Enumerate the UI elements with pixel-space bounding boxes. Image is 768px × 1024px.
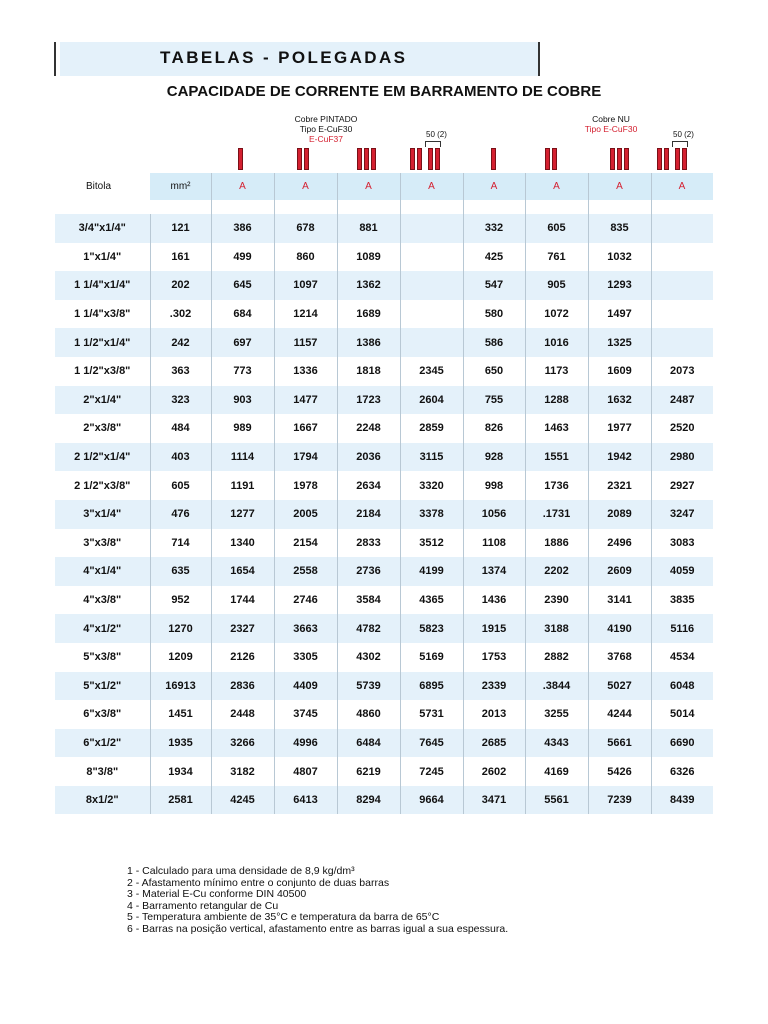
current-cell: 1386 <box>337 328 400 357</box>
spacing-left-footnote: (2) <box>437 130 447 139</box>
current-cell: 773 <box>211 357 274 386</box>
current-cell: 1915 <box>463 614 525 643</box>
current-cell: 1977 <box>588 414 651 443</box>
current-cell: 3471 <box>463 786 525 815</box>
current-cell: 1374 <box>463 557 525 586</box>
current-cell: 1886 <box>525 529 588 558</box>
current-cell: 1362 <box>337 271 400 300</box>
current-cell: 1736 <box>525 471 588 500</box>
amp-header-painted-2: A <box>302 181 309 192</box>
bitola-cell: 2"x1/4" <box>55 386 150 415</box>
painted-copper-label <box>276 114 376 144</box>
bitola-header: Bitola <box>85 181 111 192</box>
col-sep <box>525 173 526 214</box>
current-cell <box>400 271 463 300</box>
current-cell: 2154 <box>274 529 337 558</box>
bare-1-bar-icon <box>491 148 496 170</box>
current-cell: 4244 <box>588 700 651 729</box>
current-cell: 1551 <box>525 443 588 472</box>
table-row <box>55 443 713 472</box>
current-cell: 1214 <box>274 300 337 329</box>
current-cell: 4409 <box>274 672 337 701</box>
bare-line2: Tipo E-CuF30 <box>584 124 638 134</box>
area-cell: 476 <box>150 500 211 529</box>
table-row <box>55 214 713 243</box>
bitola-cell: 1 1/4"x3/8" <box>55 300 150 329</box>
current-cell: 2859 <box>400 414 463 443</box>
current-cell: 928 <box>463 443 525 472</box>
current-cell: 1794 <box>274 443 337 472</box>
current-cell: 650 <box>463 357 525 386</box>
current-cell: 3320 <box>400 471 463 500</box>
current-cell: 332 <box>463 214 525 243</box>
current-cell: 2327 <box>211 614 274 643</box>
area-cell: .302 <box>150 300 211 329</box>
table-row <box>55 700 713 729</box>
current-cell: 1016 <box>525 328 588 357</box>
painted-line3: E-CuF37 <box>308 134 343 144</box>
amp-header-painted-2x2: A <box>428 181 435 192</box>
bitola-cell: 5"x1/2" <box>55 672 150 701</box>
amp-header-painted-1: A <box>239 181 246 192</box>
bitola-cell: 5"x3/8" <box>55 643 150 672</box>
table-row <box>55 243 713 272</box>
current-cell <box>400 243 463 272</box>
bare-line1: Cobre NU <box>592 114 630 124</box>
current-cell: 3378 <box>400 500 463 529</box>
current-cell: 3512 <box>400 529 463 558</box>
table-row <box>55 557 713 586</box>
current-cell: 2634 <box>337 471 400 500</box>
table-row <box>55 386 713 415</box>
bitola-cell: 1 1/2"x3/8" <box>55 357 150 386</box>
current-cell: 6413 <box>274 786 337 815</box>
current-cell: 1157 <box>274 328 337 357</box>
current-cell: 697 <box>211 328 274 357</box>
right-margin-rule <box>538 42 540 76</box>
current-cell: 5426 <box>588 757 651 786</box>
amp-header-bare-2x2: A <box>678 181 686 192</box>
bitola-cell: 4"x1/2" <box>55 614 150 643</box>
current-cell: 5027 <box>588 672 651 701</box>
current-cell: 605 <box>525 214 588 243</box>
current-cell: 1097 <box>274 271 337 300</box>
area-cell: 161 <box>150 243 211 272</box>
table-row <box>55 529 713 558</box>
current-cell: 826 <box>463 414 525 443</box>
current-cell: 2005 <box>274 500 337 529</box>
table-row <box>55 614 713 643</box>
bare-2x2-bar-icon <box>657 148 687 170</box>
table-row <box>55 471 713 500</box>
current-cell: 5739 <box>337 672 400 701</box>
current-cell: 8439 <box>651 786 713 815</box>
current-cell: 1632 <box>588 386 651 415</box>
amp-header-painted-3: A <box>365 181 372 192</box>
current-cell: 2248 <box>337 414 400 443</box>
current-cell: 2609 <box>588 557 651 586</box>
footnote: 5 - Temperatura ambiente de 35°C e temperatura da barra de 65°C <box>127 911 440 924</box>
page-title: CAPACIDADE DE CORRENTE EM BARRAMENTO DE COBRE <box>166 83 602 100</box>
current-cell: 6690 <box>651 729 713 758</box>
current-cell: 386 <box>211 214 274 243</box>
current-cell: 1056 <box>463 500 525 529</box>
bitola-cell: 3"x1/4" <box>55 500 150 529</box>
spacing-bracket-left <box>425 141 441 147</box>
current-cell: 2184 <box>337 500 400 529</box>
current-cell: 1744 <box>211 586 274 615</box>
current-cell: 499 <box>211 243 274 272</box>
current-cell <box>400 214 463 243</box>
current-cell: 3115 <box>400 443 463 472</box>
bitola-cell: 8x1/2" <box>55 786 150 815</box>
current-cell: 1191 <box>211 471 274 500</box>
current-cell <box>651 328 713 357</box>
current-cell: 2604 <box>400 386 463 415</box>
current-cell: 4245 <box>211 786 274 815</box>
spacing-right-footnote: (2) <box>684 130 694 139</box>
area-cell: 1270 <box>150 614 211 643</box>
amp-header-bare-2: A <box>553 181 560 192</box>
current-cell: 7645 <box>400 729 463 758</box>
current-cell: 1108 <box>463 529 525 558</box>
area-cell: 2581 <box>150 786 211 815</box>
current-cell: 5169 <box>400 643 463 672</box>
current-cell: 425 <box>463 243 525 272</box>
area-cell: 714 <box>150 529 211 558</box>
table-row <box>55 300 713 329</box>
current-cell: 4365 <box>400 586 463 615</box>
current-cell: 2339 <box>463 672 525 701</box>
area-cell: 242 <box>150 328 211 357</box>
area-header: mm² <box>170 181 191 192</box>
current-cell: 2833 <box>337 529 400 558</box>
area-cell: 1209 <box>150 643 211 672</box>
current-cell: 2558 <box>274 557 337 586</box>
col-sep <box>588 173 589 214</box>
current-cell: 2685 <box>463 729 525 758</box>
col-sep <box>463 173 464 214</box>
area-cell: 323 <box>150 386 211 415</box>
current-cell: 2736 <box>337 557 400 586</box>
current-cell: 2390 <box>525 586 588 615</box>
bare-2-bar-icon <box>545 148 557 170</box>
current-cell: 881 <box>337 214 400 243</box>
current-cell: 1978 <box>274 471 337 500</box>
current-cell <box>651 243 713 272</box>
current-cell: 1277 <box>211 500 274 529</box>
current-cell: 586 <box>463 328 525 357</box>
current-cell: 1340 <box>211 529 274 558</box>
current-cell: 645 <box>211 271 274 300</box>
current-cell: 4199 <box>400 557 463 586</box>
painted-2x2-bar-icon <box>410 148 440 170</box>
current-cell: 835 <box>588 214 651 243</box>
left-margin-rule <box>54 42 56 76</box>
current-cell: 678 <box>274 214 337 243</box>
table-row <box>55 357 713 386</box>
current-cell: 4059 <box>651 557 713 586</box>
current-cell: 6048 <box>651 672 713 701</box>
table-row <box>55 786 713 815</box>
current-cell: 580 <box>463 300 525 329</box>
area-cell: 605 <box>150 471 211 500</box>
current-cell: 998 <box>463 471 525 500</box>
current-cell: 2345 <box>400 357 463 386</box>
current-cell: 1689 <box>337 300 400 329</box>
amp-header-bare-3: A <box>616 181 623 192</box>
current-cell: 1654 <box>211 557 274 586</box>
current-capacity-table <box>55 214 713 814</box>
bitola-cell: 6"x3/8" <box>55 700 150 729</box>
current-cell: 4302 <box>337 643 400 672</box>
current-cell: 8294 <box>337 786 400 815</box>
current-cell: 5561 <box>525 786 588 815</box>
current-cell: 3141 <box>588 586 651 615</box>
current-cell: 1336 <box>274 357 337 386</box>
current-cell: 4169 <box>525 757 588 786</box>
bitola-cell: 2 1/2"x1/4" <box>55 443 150 472</box>
current-cell: 2746 <box>274 586 337 615</box>
section-title: TABELAS - POLEGADAS <box>160 48 408 67</box>
current-cell: 989 <box>211 414 274 443</box>
current-cell: 3182 <box>211 757 274 786</box>
current-cell: 2448 <box>211 700 274 729</box>
current-cell: 2602 <box>463 757 525 786</box>
area-cell: 952 <box>150 586 211 615</box>
table-row <box>55 757 713 786</box>
current-cell: .1731 <box>525 500 588 529</box>
current-cell: 1032 <box>588 243 651 272</box>
bitola-cell: 2 1/2"x3/8" <box>55 471 150 500</box>
bare-copper-label <box>566 114 656 134</box>
current-cell: 5823 <box>400 614 463 643</box>
table-row <box>55 586 713 615</box>
bitola-cell: 4"x3/8" <box>55 586 150 615</box>
table-row <box>55 414 713 443</box>
table-row <box>55 672 713 701</box>
area-cell: 484 <box>150 414 211 443</box>
painted-line2: Tipo E-CuF30 <box>299 124 353 134</box>
painted-1-bar-icon <box>238 148 243 170</box>
current-cell: 3584 <box>337 586 400 615</box>
current-cell: 4996 <box>274 729 337 758</box>
current-cell: 1436 <box>463 586 525 615</box>
current-cell <box>651 300 713 329</box>
area-cell: 1935 <box>150 729 211 758</box>
current-cell: 6219 <box>337 757 400 786</box>
footnote: 1 - Calculado para uma densidade de 8,9 kg/dm³ <box>127 865 355 877</box>
current-cell: 3083 <box>651 529 713 558</box>
current-cell: 860 <box>274 243 337 272</box>
current-cell <box>400 328 463 357</box>
bitola-cell: 3/4"x1/4" <box>55 214 150 243</box>
current-cell: 7239 <box>588 786 651 815</box>
col-sep <box>337 173 338 214</box>
current-cell: 3305 <box>274 643 337 672</box>
current-cell: 903 <box>211 386 274 415</box>
area-cell: 1451 <box>150 700 211 729</box>
current-cell: 547 <box>463 271 525 300</box>
painted-2-bar-icon <box>297 148 309 170</box>
current-cell: 905 <box>525 271 588 300</box>
current-cell: 3188 <box>525 614 588 643</box>
current-cell: 1723 <box>337 386 400 415</box>
current-cell: 2882 <box>525 643 588 672</box>
current-cell: 684 <box>211 300 274 329</box>
painted-3-bar-icon <box>357 148 376 170</box>
current-cell <box>651 214 713 243</box>
current-cell: 4190 <box>588 614 651 643</box>
current-cell: 1609 <box>588 357 651 386</box>
bitola-cell: 1 1/4"x1/4" <box>55 271 150 300</box>
current-cell: 1072 <box>525 300 588 329</box>
current-cell: 1497 <box>588 300 651 329</box>
current-cell: 4807 <box>274 757 337 786</box>
col-sep <box>211 173 212 214</box>
current-cell: 2980 <box>651 443 713 472</box>
bitola-cell: 2"x3/8" <box>55 414 150 443</box>
current-cell: 9664 <box>400 786 463 815</box>
footnote: 3 - Material E-Cu conforme DIN 40500 <box>127 888 307 901</box>
current-cell: 1942 <box>588 443 651 472</box>
current-cell <box>400 300 463 329</box>
current-cell: 2013 <box>463 700 525 729</box>
bitola-cell: 8"3/8" <box>55 757 150 786</box>
current-cell: 761 <box>525 243 588 272</box>
current-cell <box>651 271 713 300</box>
current-cell: 4343 <box>525 729 588 758</box>
current-cell: 1293 <box>588 271 651 300</box>
bitola-cell: 6"x1/2" <box>55 729 150 758</box>
spacing-bracket-right <box>672 141 688 147</box>
current-cell: 2036 <box>337 443 400 472</box>
current-cell: 5014 <box>651 700 713 729</box>
col-sep <box>400 173 401 214</box>
current-cell: 7245 <box>400 757 463 786</box>
current-cell: 3663 <box>274 614 337 643</box>
current-cell: 4860 <box>337 700 400 729</box>
spacing-left-value: 50 <box>426 130 435 139</box>
bitola-cell: 3"x3/8" <box>55 529 150 558</box>
area-cell: 403 <box>150 443 211 472</box>
bare-3-bar-icon <box>610 148 629 170</box>
area-cell: 121 <box>150 214 211 243</box>
amp-header-bare-1: A <box>490 181 498 192</box>
current-cell: 2520 <box>651 414 713 443</box>
current-cell: 1463 <box>525 414 588 443</box>
table-row <box>55 328 713 357</box>
table-row <box>55 500 713 529</box>
footnote: 4 - Barramento retangular de Cu <box>127 899 279 912</box>
current-cell: 3835 <box>651 586 713 615</box>
current-cell: 6484 <box>337 729 400 758</box>
current-cell: 1288 <box>525 386 588 415</box>
current-cell: 4534 <box>651 643 713 672</box>
current-cell: 2126 <box>211 643 274 672</box>
current-cell: 6895 <box>400 672 463 701</box>
current-cell: 6326 <box>651 757 713 786</box>
area-cell: 1934 <box>150 757 211 786</box>
spacing-note-left <box>426 130 447 139</box>
current-cell: 3255 <box>525 700 588 729</box>
current-cell: 5731 <box>400 700 463 729</box>
area-cell: 363 <box>150 357 211 386</box>
current-cell: 1667 <box>274 414 337 443</box>
current-cell: 3768 <box>588 643 651 672</box>
col-sep <box>274 173 275 214</box>
area-cell: 202 <box>150 271 211 300</box>
current-cell: 2089 <box>588 500 651 529</box>
current-cell: 3266 <box>211 729 274 758</box>
col-sep <box>651 173 652 214</box>
table-row <box>55 729 713 758</box>
current-cell: 4782 <box>337 614 400 643</box>
table-row <box>55 271 713 300</box>
spacing-note-right <box>673 130 694 139</box>
current-cell: 3745 <box>274 700 337 729</box>
bitola-cell: 1"x1/4" <box>55 243 150 272</box>
bitola-cell: 4"x1/4" <box>55 557 150 586</box>
area-cell: 16913 <box>150 672 211 701</box>
current-cell: 1477 <box>274 386 337 415</box>
painted-line1: Cobre PINTADO <box>294 114 358 124</box>
current-cell: 1173 <box>525 357 588 386</box>
area-cell: 635 <box>150 557 211 586</box>
current-cell: 5661 <box>588 729 651 758</box>
current-cell: 2073 <box>651 357 713 386</box>
current-cell: 755 <box>463 386 525 415</box>
current-cell: 2927 <box>651 471 713 500</box>
current-cell: 1818 <box>337 357 400 386</box>
current-cell: .3844 <box>525 672 588 701</box>
table-row <box>55 643 713 672</box>
current-cell: 2321 <box>588 471 651 500</box>
current-cell: 1325 <box>588 328 651 357</box>
current-cell: 1089 <box>337 243 400 272</box>
current-cell: 5116 <box>651 614 713 643</box>
footnote: 6 - Barras na posição vertical, afastamento entre as barras igual a sua espessura. <box>127 922 509 935</box>
current-cell: 1114 <box>211 443 274 472</box>
current-cell: 2487 <box>651 386 713 415</box>
footnotes <box>127 866 508 936</box>
current-cell: 3247 <box>651 500 713 529</box>
spacing-right-value: 50 <box>673 130 682 139</box>
current-cell: 1753 <box>463 643 525 672</box>
current-cell: 2836 <box>211 672 274 701</box>
footnote: 2 - Afastamento mínimo entre o conjunto de duas barras <box>127 876 390 889</box>
current-cell: 2202 <box>525 557 588 586</box>
current-cell: 2496 <box>588 529 651 558</box>
bitola-cell: 1 1/2"x1/4" <box>55 328 150 357</box>
